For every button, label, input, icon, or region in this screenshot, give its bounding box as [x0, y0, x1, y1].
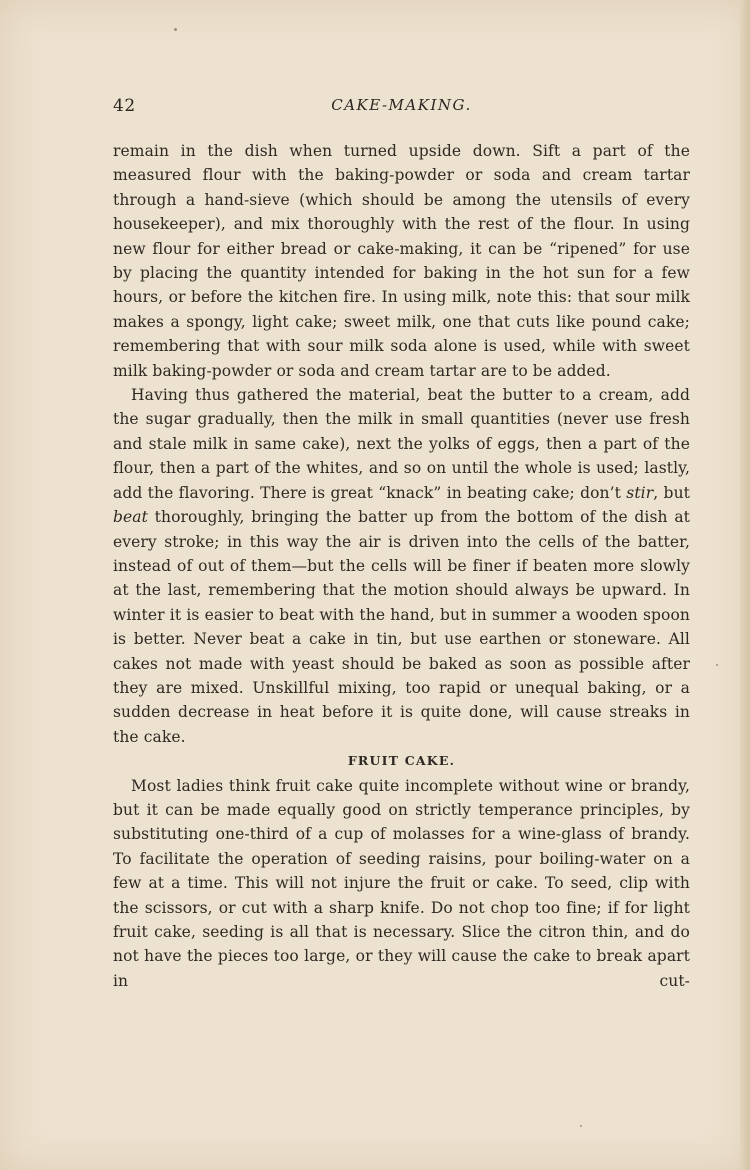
page-number: 42: [113, 96, 136, 116]
paragraph-3: Most ladies think fruit cake quite incomplete without wine or brandy, but it can be made equally good on strictly temperance principles, by substituting one-third of a cup of molasses for a wine-glass of brandy. To facilitate the operation of seeding raisins, pour boiling-water on a few at a time. This will not injure the fruit or cake. To seed, clip with the scissors, or cut with a sharp knife. Do not chop too fine; if for light fruit cake, seeding is all that is necessary. Slice the citron thin, and do not have the pieces too large, or they will cause the cake to break apart in cut-: [113, 776, 690, 990]
paragraph-2-text: , but: [653, 483, 690, 502]
paragraph-1: remain in the dish when turned upside down. Sift a part of the measured flour with the baking-powder or soda and cream tartar through a hand-sieve (which should be among the utensils of every housekeeper), and mix thoroughly with the rest of the flour. In using new flour for either bread or cake-making, it can be “ripened” for use by placing the quantity intended for baking in the hot sun for a few hours, or before the kitchen fire. In using milk, note this: that sour milk makes a spongy, light cake; sweet milk, one that cuts like pound cake; remembering that with sour milk soda alone is used, while with sweet milk baking-powder or soda and cream tartar are to be added.: [113, 142, 690, 380]
paper-speck: [716, 664, 718, 666]
paragraph-2: [113, 383, 690, 749]
paper-speck: [580, 1125, 582, 1127]
paragraph-2-text: Having thus gathered the material, beat the butter to a cream, add the sugar gradually, then the milk in small quantities (never use fresh and stale milk in same cake), next the yolks of eggs, then a part of the flour, then a part of the whites, and so on until the whole is used; lastly, add the flavoring. There is great “knack” in beating cake; don’t: [113, 386, 690, 502]
paragraph-2-text: thoroughly, bringing the batter up from the bottom of the dish at every stroke; in this way the air is driven into the cells of the batter, instead of out of them—but the cells will be finer if beaten more slowly at the last, remembering that the motion should always be upward. In winter it is easier to beat with the hand, but in summer a wooden spoon is better. Never beat a cake in tin, but use earthen or stoneware. All cakes not made with yeast should be baked as soon as possible after they are mixed. Unskillful mixing, too rapid or unequal baking, or a sudden decrease in heat before it is quite done, will cause streaks in the cake.: [113, 508, 690, 746]
running-title: CAKE-MAKING.: [331, 96, 472, 114]
body-text: [113, 139, 690, 993]
section-heading: FRUIT CAKE.: [347, 753, 456, 769]
page-edge: [740, 0, 750, 1170]
emphasis-stir: stir: [626, 483, 654, 502]
emphasis-beat: beat: [113, 508, 148, 527]
paper-speck: [174, 28, 177, 31]
running-header: [113, 96, 690, 126]
